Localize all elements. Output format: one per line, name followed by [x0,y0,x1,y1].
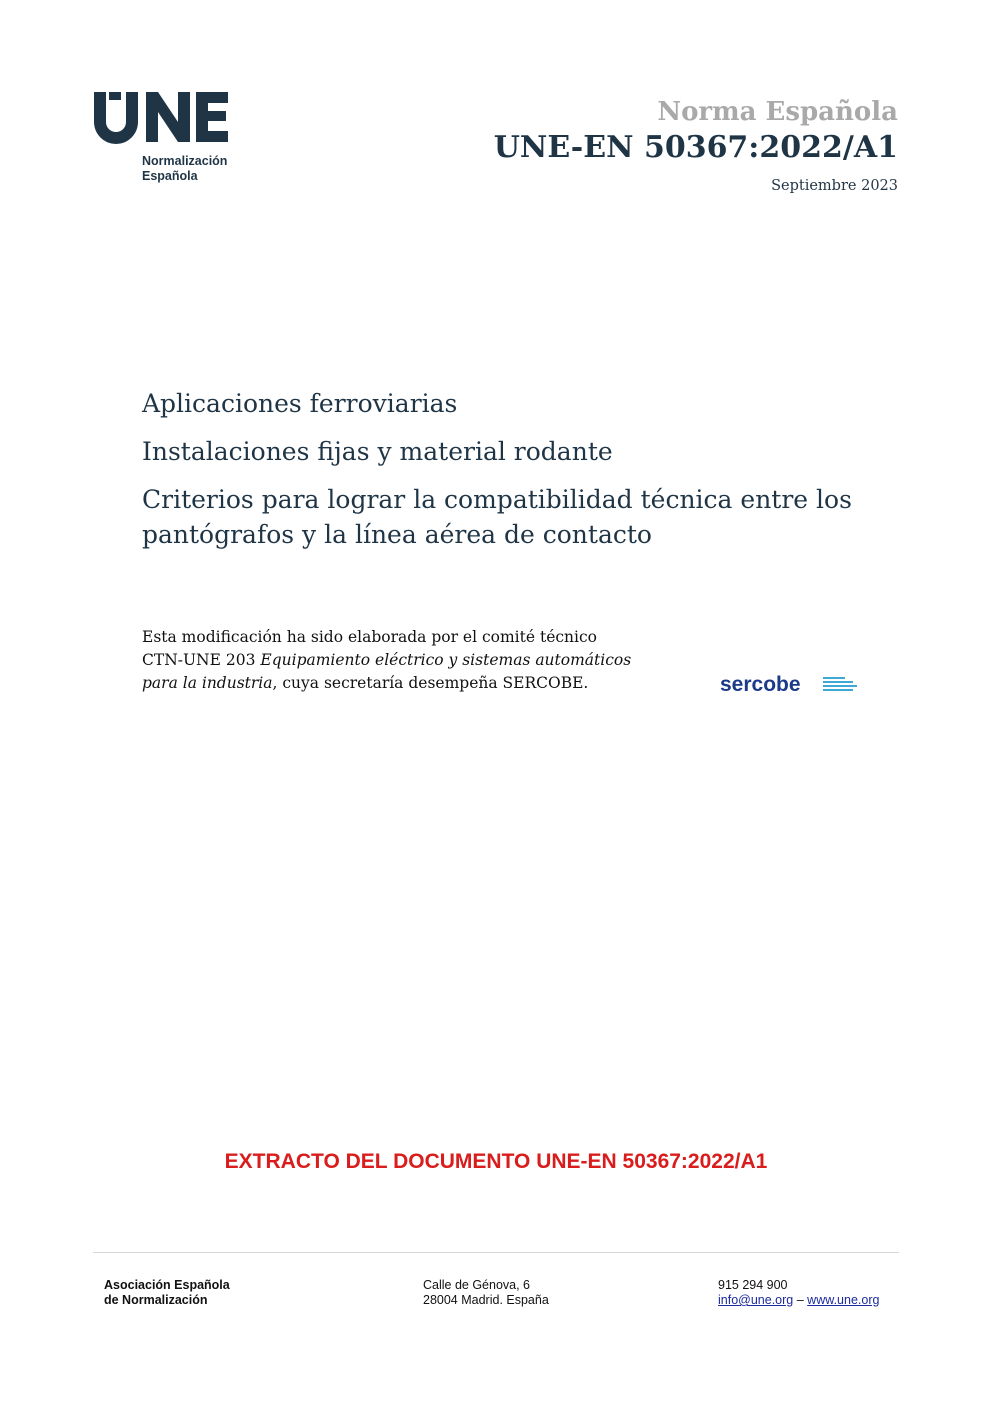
title-line-2: Instalaciones fijas y material rodante [142,437,613,466]
sercobe-logo [720,670,860,700]
title-line-3: Criterios para lograr la compatibilidad técnica entre los pantógrafos y la línea aérea de contacto [142,485,852,549]
footer-address [423,1278,549,1308]
extract-notice: EXTRACTO DEL DOCUMENTO UNE-EN 50367:2022/A1 [224,1150,768,1173]
committee-text-intro: Esta modificación ha sido elaborada por el comité técnico [142,628,598,646]
sercobe-tagline-marks [823,677,857,691]
footer-email-link[interactable]: info@une.org [718,1293,794,1307]
committee-name-part2: para la industria [142,674,273,692]
document-header [494,96,898,194]
une-wordmark [92,88,232,144]
une-logo-subtitle [142,154,242,184]
document-titles [142,386,882,565]
committee-secretariat-text: , cuya secretaría desempeña SERCOBE. [272,674,589,692]
committee-name-part1: Equipamiento eléctrico y sistemas automáticos [260,651,632,669]
une-logo [92,88,242,184]
committee-code: CTN-UNE 203 [142,651,256,669]
footer-org-line1: Asociación Española [104,1278,230,1292]
une-logo-subtitle-line1: Normalización [142,154,228,168]
footer-link-separator: – [796,1293,804,1307]
une-logo-subtitle-line2: Española [142,169,198,183]
footer-organization [104,1278,230,1308]
footer-contact [718,1278,879,1308]
footer-website-link[interactable]: www.une.org [807,1293,880,1307]
footer-address-line1: Calle de Génova, 6 [423,1278,531,1292]
footer-links [718,1293,879,1308]
sercobe-wordmark: sercobe [720,673,801,696]
footer-org-line2: de Normalización [104,1293,208,1307]
footer-divider [93,1252,899,1253]
publication-date: Septiembre 2023 [771,178,898,194]
title-line-1: Aplicaciones ferroviarias [142,389,458,418]
norma-label: Norma Española [657,97,898,127]
footer-address-line2: 28004 Madrid. España [423,1293,549,1307]
committee-statement [142,626,702,695]
footer-phone: 915 294 900 [718,1278,788,1292]
standard-code: UNE-EN 50367:2022/A1 [493,130,898,165]
